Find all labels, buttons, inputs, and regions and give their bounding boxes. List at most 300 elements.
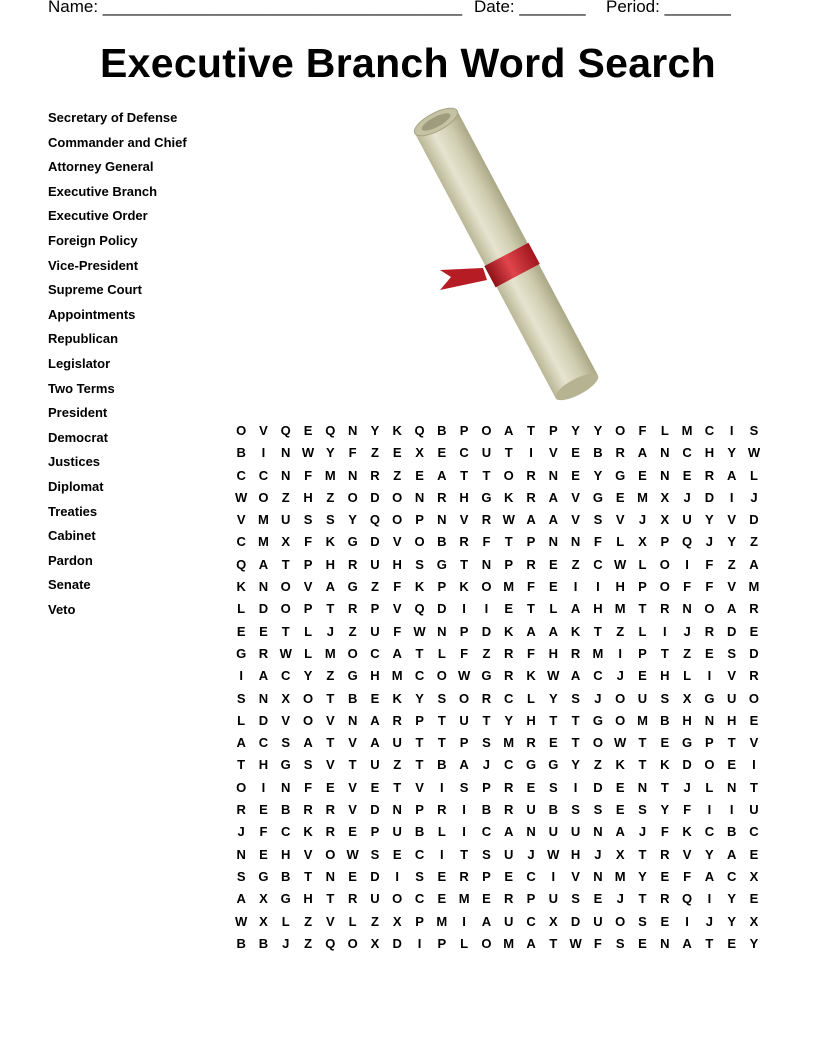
grid-letter[interactable]: H — [526, 712, 536, 728]
grid-letter[interactable]: H — [682, 712, 692, 728]
grid-letter[interactable]: E — [259, 846, 268, 862]
grid-letter[interactable]: M — [458, 891, 470, 907]
grid-letter[interactable]: L — [437, 645, 446, 661]
grid-letter[interactable]: T — [504, 534, 513, 550]
grid-letter[interactable]: C — [414, 846, 425, 862]
grid-letter[interactable]: E — [392, 846, 402, 862]
grid-letter[interactable]: Z — [593, 757, 602, 773]
grid-letter[interactable]: F — [348, 445, 357, 461]
grid-letter[interactable]: X — [415, 445, 424, 461]
grid-letter[interactable]: E — [548, 579, 558, 595]
grid-letter[interactable]: A — [615, 824, 625, 840]
grid-letter[interactable]: R — [325, 824, 336, 840]
grid-letter[interactable]: V — [348, 735, 357, 751]
grid-letter[interactable]: D — [593, 779, 603, 795]
grid-letter[interactable]: W — [301, 445, 315, 461]
grid-letter[interactable]: G — [592, 712, 603, 728]
grid-letter[interactable]: T — [482, 712, 491, 728]
grid-letter[interactable]: E — [415, 467, 424, 483]
grid-letter[interactable]: T — [415, 735, 424, 751]
grid-letter[interactable]: O — [392, 512, 403, 528]
grid-letter[interactable]: N — [414, 489, 425, 505]
grid-letter[interactable]: W — [747, 445, 761, 461]
grid-letter[interactable]: N — [437, 623, 447, 639]
grid-letter[interactable]: R — [660, 601, 670, 617]
grid-letter[interactable]: U — [548, 891, 558, 907]
grid-letter[interactable]: A — [258, 556, 269, 572]
grid-letter[interactable]: B — [281, 802, 291, 818]
grid-letter[interactable]: S — [593, 802, 603, 818]
grid-letter[interactable]: E — [615, 489, 625, 505]
grid-letter[interactable]: J — [594, 690, 602, 706]
grid-letter[interactable]: S — [370, 846, 380, 862]
grid-letter[interactable]: Z — [370, 445, 379, 461]
grid-letter[interactable]: O — [615, 423, 626, 438]
grid-letter[interactable]: X — [615, 846, 625, 862]
grid-letter[interactable]: N — [347, 423, 358, 438]
grid-letter[interactable]: L — [705, 779, 714, 795]
grid-letter[interactable]: E — [437, 445, 447, 461]
grid-letter[interactable]: Y — [571, 423, 580, 438]
grid-letter[interactable]: G — [682, 735, 693, 751]
grid-letter[interactable]: T — [638, 601, 647, 617]
grid-letter[interactable]: E — [370, 779, 380, 795]
grid-letter[interactable]: S — [638, 913, 647, 929]
grid-letter[interactable]: E — [749, 846, 759, 862]
grid-letter[interactable]: G — [615, 467, 626, 483]
grid-letter[interactable]: T — [437, 712, 446, 728]
grid-letter[interactable]: Y — [727, 891, 737, 907]
grid-letter[interactable]: T — [638, 846, 647, 862]
grid-letter[interactable]: J — [616, 668, 624, 684]
grid-letter[interactable]: N — [682, 601, 692, 617]
grid-letter[interactable]: T — [593, 623, 602, 639]
grid-letter[interactable]: Y — [638, 868, 647, 884]
grid-letter[interactable]: O — [459, 690, 470, 706]
grid-letter[interactable]: V — [727, 579, 737, 595]
grid-letter[interactable]: D — [570, 913, 581, 929]
grid-letter[interactable]: C — [526, 868, 536, 884]
grid-letter[interactable]: W — [614, 735, 627, 751]
grid-letter[interactable]: L — [549, 601, 558, 617]
grid-letter[interactable]: P — [415, 712, 424, 728]
grid-letter[interactable]: J — [594, 846, 602, 862]
grid-letter[interactable]: R — [347, 556, 358, 572]
grid-letter[interactable]: I — [618, 645, 622, 661]
grid-letter[interactable]: T — [705, 935, 714, 951]
grid-letter[interactable]: I — [484, 601, 489, 617]
grid-letter[interactable]: W — [346, 846, 359, 862]
grid-letter[interactable]: L — [348, 913, 357, 929]
grid-letter[interactable]: R — [481, 512, 492, 528]
grid-letter[interactable]: A — [504, 824, 514, 840]
grid-letter[interactable]: A — [526, 512, 536, 528]
grid-letter[interactable]: I — [685, 913, 689, 929]
grid-letter[interactable]: Z — [616, 623, 625, 639]
grid-letter[interactable]: E — [348, 824, 357, 840]
grid-letter[interactable]: N — [660, 445, 670, 461]
grid-letter[interactable]: E — [437, 868, 447, 884]
grid-letter[interactable]: Y — [727, 534, 737, 550]
grid-letter[interactable]: Z — [727, 556, 736, 572]
grid-letter[interactable]: I — [551, 868, 556, 884]
grid-letter[interactable]: Z — [393, 467, 402, 483]
grid-letter[interactable]: G — [258, 868, 269, 884]
grid-letter[interactable]: B — [414, 824, 425, 840]
grid-letter[interactable]: E — [548, 556, 558, 572]
grid-letter[interactable]: M — [258, 534, 269, 550]
grid-letter[interactable]: E — [615, 779, 625, 795]
grid-letter[interactable]: A — [637, 445, 648, 461]
grid-letter[interactable]: V — [749, 735, 759, 751]
grid-letter[interactable]: O — [659, 556, 670, 572]
grid-letter[interactable]: J — [638, 512, 647, 528]
grid-letter[interactable]: C — [504, 757, 514, 773]
grid-letter[interactable]: C — [236, 467, 246, 483]
grid-letter[interactable]: O — [302, 690, 314, 706]
grid-letter[interactable]: U — [481, 445, 492, 461]
grid-letter[interactable]: D — [726, 623, 737, 639]
grid-letter[interactable]: Y — [727, 913, 737, 929]
grid-letter[interactable]: J — [683, 623, 691, 639]
grid-letter[interactable]: N — [726, 779, 737, 795]
grid-letter[interactable]: T — [549, 712, 558, 728]
grid-letter[interactable]: I — [440, 846, 444, 862]
grid-letter[interactable]: D — [437, 601, 447, 617]
grid-letter[interactable]: R — [704, 623, 715, 639]
grid-letter[interactable]: V — [548, 445, 558, 461]
grid-letter[interactable]: R — [459, 534, 469, 550]
grid-letter[interactable]: L — [460, 935, 469, 951]
grid-letter[interactable]: F — [705, 556, 714, 572]
grid-letter[interactable]: V — [571, 489, 580, 505]
grid-letter[interactable]: T — [437, 735, 446, 751]
grid-letter[interactable]: H — [281, 846, 291, 862]
grid-letter[interactable]: E — [727, 757, 737, 773]
grid-letter[interactable]: F — [393, 579, 402, 595]
grid-letter[interactable]: J — [705, 534, 713, 550]
grid-letter[interactable]: Y — [593, 467, 603, 483]
grid-letter[interactable]: Q — [280, 423, 291, 438]
grid-letter[interactable]: H — [303, 489, 313, 505]
grid-letter[interactable]: N — [704, 712, 715, 728]
grid-letter[interactable]: E — [571, 445, 580, 461]
grid-letter[interactable]: C — [258, 735, 269, 751]
grid-letter[interactable]: B — [437, 757, 447, 773]
grid-letter[interactable]: T — [727, 735, 736, 751]
grid-letter[interactable]: I — [662, 623, 667, 639]
grid-letter[interactable]: P — [437, 935, 447, 951]
grid-letter[interactable]: S — [548, 779, 558, 795]
grid-letter[interactable]: A — [726, 846, 737, 862]
grid-letter[interactable]: W — [235, 913, 248, 929]
name-field[interactable]: Name: ______________________________________ — [48, 0, 463, 16]
grid-letter[interactable]: E — [348, 868, 357, 884]
grid-letter[interactable]: C — [526, 913, 536, 929]
grid-letter[interactable]: O — [302, 712, 314, 728]
grid-letter[interactable]: E — [571, 467, 580, 483]
grid-letter[interactable]: P — [415, 802, 424, 818]
grid-letter[interactable]: S — [482, 735, 491, 751]
grid-letter[interactable]: Z — [750, 534, 758, 550]
grid-letter[interactable]: F — [527, 579, 535, 595]
grid-letter[interactable]: T — [326, 891, 335, 907]
grid-letter[interactable]: S — [749, 423, 759, 438]
grid-letter[interactable]: H — [258, 757, 269, 773]
grid-letter[interactable]: E — [727, 935, 737, 951]
grid-letter[interactable]: V — [459, 512, 469, 528]
grid-letter[interactable]: O — [258, 489, 269, 505]
grid-letter[interactable]: L — [683, 668, 692, 684]
grid-letter[interactable]: V — [571, 868, 580, 884]
grid-letter[interactable]: A — [749, 556, 759, 572]
grid-letter[interactable]: B — [481, 802, 492, 818]
grid-letter[interactable]: P — [482, 779, 491, 795]
grid-letter[interactable]: P — [660, 534, 670, 550]
grid-letter[interactable]: N — [258, 690, 269, 706]
grid-letter[interactable]: A — [236, 891, 246, 907]
grid-letter[interactable]: O — [503, 467, 514, 483]
grid-letter[interactable]: I — [261, 445, 266, 461]
grid-letter[interactable]: R — [570, 645, 581, 661]
grid-letter[interactable]: X — [749, 913, 759, 929]
grid-letter[interactable]: W — [502, 512, 515, 528]
grid-letter[interactable]: T — [281, 623, 290, 639]
grid-letter[interactable]: Y — [548, 690, 558, 706]
grid-letter[interactable]: A — [548, 623, 558, 639]
grid-letter[interactable]: E — [259, 623, 268, 639]
grid-letter[interactable]: C — [414, 668, 425, 684]
grid-letter[interactable]: M — [748, 579, 760, 595]
grid-letter[interactable]: B — [726, 824, 737, 840]
grid-letter[interactable]: X — [660, 489, 670, 505]
grid-letter[interactable]: T — [326, 690, 335, 706]
grid-letter[interactable]: E — [705, 645, 714, 661]
grid-letter[interactable]: A — [236, 735, 246, 751]
grid-letter[interactable]: J — [326, 623, 334, 639]
grid-letter[interactable]: I — [529, 445, 533, 461]
grid-letter[interactable]: W — [569, 935, 582, 951]
grid-letter[interactable]: A — [325, 579, 336, 595]
grid-letter[interactable]: E — [482, 891, 491, 907]
grid-letter[interactable]: J — [237, 824, 245, 840]
grid-letter[interactable]: D — [704, 489, 715, 505]
grid-letter[interactable]: P — [638, 579, 647, 595]
grid-letter[interactable]: W — [614, 556, 627, 572]
grid-letter[interactable]: U — [526, 802, 536, 818]
grid-letter[interactable]: C — [281, 668, 291, 684]
grid-letter[interactable]: U — [548, 824, 558, 840]
grid-letter[interactable]: R — [236, 802, 246, 818]
grid-letter[interactable]: A — [370, 735, 380, 751]
grid-letter[interactable]: M — [637, 712, 648, 728]
grid-letter[interactable]: D — [370, 802, 380, 818]
grid-letter[interactable]: Y — [593, 423, 603, 438]
grid-letter[interactable]: R — [392, 712, 402, 728]
grid-letter[interactable]: N — [660, 467, 670, 483]
grid-letter[interactable]: N — [570, 534, 581, 550]
grid-letter[interactable]: W — [413, 623, 426, 639]
grid-letter[interactable]: E — [504, 601, 514, 617]
grid-letter[interactable]: V — [326, 913, 335, 929]
grid-letter[interactable]: I — [752, 757, 756, 773]
grid-letter[interactable]: X — [682, 690, 692, 706]
grid-letter[interactable]: C — [370, 645, 380, 661]
grid-letter[interactable]: R — [437, 489, 447, 505]
grid-letter[interactable]: P — [526, 534, 536, 550]
grid-letter[interactable]: S — [236, 690, 246, 706]
grid-letter[interactable]: G — [436, 556, 447, 572]
grid-letter[interactable]: E — [749, 623, 759, 639]
grid-letter[interactable]: O — [347, 935, 358, 951]
grid-letter[interactable]: S — [660, 690, 670, 706]
grid-letter[interactable]: Y — [504, 712, 514, 728]
grid-letter[interactable]: K — [504, 623, 514, 639]
grid-letter[interactable]: N — [526, 824, 536, 840]
grid-letter[interactable]: A — [459, 757, 469, 773]
grid-letter[interactable]: B — [593, 445, 603, 461]
grid-letter[interactable]: L — [304, 623, 313, 639]
grid-letter[interactable]: O — [615, 712, 626, 728]
grid-letter[interactable]: S — [638, 802, 647, 818]
grid-letter[interactable]: T — [482, 467, 491, 483]
grid-letter[interactable]: Z — [304, 935, 313, 951]
grid-letter[interactable]: C — [236, 534, 246, 550]
grid-letter[interactable]: T — [549, 935, 558, 951]
grid-letter[interactable]: E — [615, 802, 625, 818]
grid-letter[interactable]: K — [392, 690, 402, 706]
grid-letter[interactable]: U — [570, 824, 581, 840]
grid-letter[interactable]: V — [392, 534, 402, 550]
grid-letter[interactable]: R — [504, 645, 514, 661]
grid-letter[interactable]: K — [504, 489, 514, 505]
grid-letter[interactable]: O — [481, 579, 492, 595]
grid-letter[interactable]: U — [392, 824, 402, 840]
grid-letter[interactable]: O — [325, 846, 336, 862]
grid-letter[interactable]: H — [370, 668, 380, 684]
grid-letter[interactable]: L — [304, 645, 313, 661]
grid-letter[interactable]: K — [325, 534, 336, 550]
grid-letter[interactable]: Y — [348, 512, 357, 528]
grid-letter[interactable]: K — [570, 623, 581, 639]
grid-letter[interactable]: A — [526, 623, 536, 639]
grid-letter[interactable]: S — [571, 690, 580, 706]
grid-letter[interactable]: L — [750, 467, 758, 483]
grid-letter[interactable]: I — [462, 913, 466, 929]
grid-letter[interactable]: O — [280, 601, 291, 617]
grid-letter[interactable]: K — [459, 579, 469, 595]
grid-letter[interactable]: R — [526, 735, 536, 751]
grid-letter[interactable]: P — [459, 623, 469, 639]
grid-letter[interactable]: O — [347, 645, 358, 661]
grid-letter[interactable]: M — [258, 512, 269, 528]
grid-letter[interactable]: P — [415, 913, 424, 929]
grid-letter[interactable]: I — [596, 579, 600, 595]
grid-letter[interactable]: Z — [348, 623, 357, 639]
grid-letter[interactable]: Q — [682, 891, 693, 907]
grid-letter[interactable]: H — [570, 846, 581, 862]
grid-letter[interactable]: P — [303, 601, 313, 617]
grid-letter[interactable]: A — [704, 868, 715, 884]
grid-letter[interactable]: O — [236, 423, 247, 438]
grid-letter[interactable]: C — [593, 556, 603, 572]
grid-letter[interactable]: R — [370, 467, 380, 483]
grid-letter[interactable]: C — [281, 824, 291, 840]
grid-letter[interactable]: A — [303, 735, 313, 751]
grid-letter[interactable]: T — [527, 601, 535, 617]
grid-letter[interactable]: U — [370, 757, 380, 773]
grid-letter[interactable]: M — [391, 668, 403, 684]
grid-letter[interactable]: Z — [393, 757, 402, 773]
grid-letter[interactable]: J — [750, 489, 758, 505]
grid-letter[interactable]: E — [660, 913, 670, 929]
grid-letter[interactable]: A — [437, 467, 447, 483]
grid-letter[interactable]: E — [638, 668, 647, 684]
grid-letter[interactable]: B — [548, 802, 558, 818]
grid-letter[interactable]: H — [726, 712, 737, 728]
grid-letter[interactable]: A — [504, 423, 514, 438]
grid-letter[interactable]: T — [660, 645, 669, 661]
grid-letter[interactable]: O — [615, 690, 626, 706]
grid-letter[interactable]: J — [683, 489, 691, 505]
grid-letter[interactable]: S — [571, 802, 580, 818]
grid-letter[interactable]: M — [436, 913, 448, 929]
grid-letter[interactable]: F — [460, 645, 469, 661]
grid-letter[interactable]: R — [504, 802, 514, 818]
grid-letter[interactable]: P — [482, 868, 491, 884]
grid-letter[interactable]: P — [526, 891, 536, 907]
grid-letter[interactable]: T — [750, 779, 758, 795]
grid-letter[interactable]: Z — [370, 913, 379, 929]
grid-letter[interactable]: W — [547, 668, 560, 684]
grid-letter[interactable]: N — [437, 512, 447, 528]
grid-letter[interactable]: B — [437, 534, 447, 550]
grid-letter[interactable]: G — [481, 668, 492, 684]
grid-letter[interactable]: B — [236, 445, 246, 461]
grid-letter[interactable]: J — [282, 935, 290, 951]
grid-letter[interactable]: N — [347, 467, 358, 483]
grid-letter[interactable]: D — [682, 757, 692, 773]
grid-letter[interactable]: H — [704, 445, 715, 461]
grid-letter[interactable]: F — [527, 645, 535, 661]
grid-letter[interactable]: U — [682, 512, 692, 528]
grid-letter[interactable]: O — [414, 534, 425, 550]
grid-letter[interactable]: Y — [370, 423, 380, 438]
grid-letter[interactable]: W — [279, 645, 292, 661]
grid-letter[interactable]: E — [370, 690, 380, 706]
grid-letter[interactable]: Y — [303, 668, 313, 684]
grid-letter[interactable]: U — [459, 712, 469, 728]
grid-letter[interactable]: Z — [326, 489, 335, 505]
grid-letter[interactable]: A — [392, 645, 402, 661]
grid-letter[interactable]: R — [481, 690, 492, 706]
grid-letter[interactable]: F — [593, 534, 602, 550]
grid-letter[interactable]: C — [481, 824, 492, 840]
grid-letter[interactable]: V — [326, 712, 335, 728]
grid-letter[interactable]: G — [548, 757, 559, 773]
grid-letter[interactable]: M — [503, 935, 515, 951]
grid-letter[interactable]: H — [548, 645, 558, 661]
grid-letter[interactable]: M — [681, 423, 693, 438]
grid-letter[interactable]: S — [326, 512, 335, 528]
grid-letter[interactable]: J — [527, 846, 535, 862]
grid-letter[interactable]: L — [660, 423, 669, 438]
grid-letter[interactable]: M — [614, 868, 626, 884]
grid-letter[interactable]: R — [325, 802, 336, 818]
grid-letter[interactable]: S — [415, 556, 424, 572]
grid-letter[interactable]: I — [707, 891, 712, 907]
grid-letter[interactable]: S — [437, 690, 447, 706]
